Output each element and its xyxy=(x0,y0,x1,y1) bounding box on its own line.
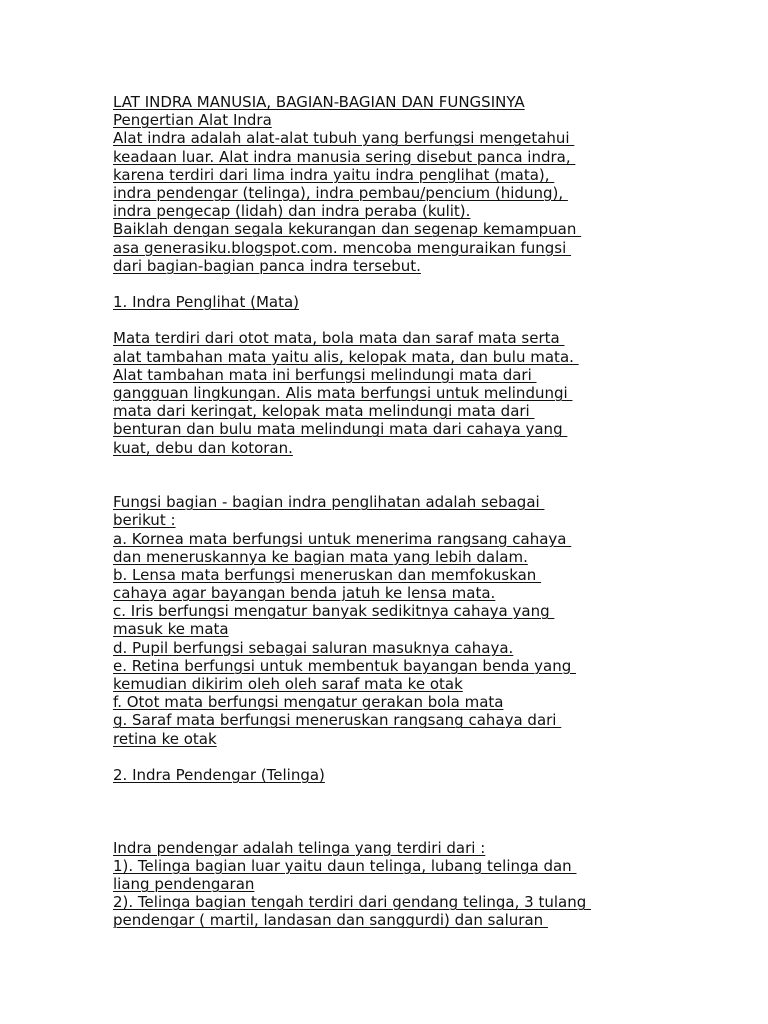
text-line: Mata terdiri dari otot mata, bola mata dan saraf mata serta xyxy=(113,329,565,348)
text-line: alat tambahan mata yaitu alis, kelopak mata, dan bulu mata. xyxy=(113,347,579,366)
mata-paragraph xyxy=(113,329,673,456)
list-item: 2). Telinga bagian tengah terdiri dari gendang telinga, 3 tulang xyxy=(113,893,592,912)
list-item: dan meneruskannya ke bagian mata yang lebih dalam. xyxy=(113,547,528,566)
list-item: pendengar ( martil, landasan dan sanggurdi) dan saluran xyxy=(113,911,548,930)
spacer xyxy=(113,784,673,802)
text-line: keadaan luar. Alat indra manusia sering disebut panca indra, xyxy=(113,147,576,166)
list-item: a. Kornea mata berfungsi untuk menerima rangsang cahaya xyxy=(113,529,572,548)
list-item: masuk ke mata xyxy=(113,620,229,639)
spacer xyxy=(113,275,673,293)
spacer xyxy=(113,821,673,839)
text-line: asa generasiku.blogspot.com. mencoba menguraikan fungsi xyxy=(113,238,572,257)
text-line: gangguan lingkungan. Alis mata berfungsi untuk melindungi xyxy=(113,384,573,402)
text-line: indra pengecap (lidah) dan indra peraba (kulit). xyxy=(113,202,471,221)
list-item: kemudian dikirim oleh oleh saraf mata ke otak xyxy=(113,675,463,693)
list-item: b. Lensa mata berfungsi meneruskan dan memfokuskan xyxy=(113,565,542,584)
text-line: dari bagian-bagian panca indra tersebut. xyxy=(113,256,421,275)
list-item: g. Saraf mata berfungsi meneruskan rangsang cahaya dari xyxy=(113,711,562,730)
intro-paragraph xyxy=(113,129,673,275)
text-line: Indra pendengar adalah telinga yang terdiri dari : xyxy=(113,838,486,857)
mata-functions-list xyxy=(113,493,673,748)
list-item: cahaya agar bayangan benda jatuh ke lensa mata. xyxy=(113,584,496,603)
spacer xyxy=(113,311,673,329)
document-subtitle: Pengertian Alat Indra xyxy=(113,111,272,130)
section-heading-telinga: 2. Indra Pendengar (Telinga) xyxy=(113,765,325,784)
telinga-paragraph xyxy=(113,839,673,930)
list-item: liang pendengaran xyxy=(113,875,255,894)
spacer xyxy=(113,748,673,766)
text-line: Baiklah dengan segala kekurangan dan segenap kemampuan xyxy=(113,220,582,239)
text-line: karena terdiri dari lima indra yaitu indra penglihat (mata), xyxy=(113,165,555,184)
list-item: retina ke otak xyxy=(113,729,217,748)
text-line: Alat indra adalah alat-alat tubuh yang berfungsi mengetahui xyxy=(113,129,575,148)
spacer xyxy=(113,457,673,475)
list-item: e. Retina berfungsi untuk membentuk bayangan benda yang xyxy=(113,656,577,675)
text-line: berikut : xyxy=(113,511,176,530)
list-item: c. Iris berfungsi mengatur banyak sedikitnya cahaya yang xyxy=(113,602,555,621)
text-line: Fungsi bagian - bagian indra penglihatan adalah sebagai xyxy=(113,493,545,512)
text-line: indra pendengar (telinga), indra pembau/pencium (hidung), xyxy=(113,183,568,202)
text-line: benturan dan bulu mata melindungi mata dari cahaya yang xyxy=(113,420,568,439)
spacer xyxy=(113,475,673,493)
text-line: mata dari keringat, kelopak mata melindungi mata dari xyxy=(113,402,535,421)
text-line: kuat, debu dan kotoran. xyxy=(113,438,293,457)
list-item: d. Pupil berfungsi sebagai saluran masuknya cahaya. xyxy=(113,638,514,657)
document-title: LAT INDRA MANUSIA, BAGIAN-BAGIAN DAN FUNGSINYA xyxy=(113,93,525,111)
list-item: 1). Telinga bagian luar yaitu daun telinga, lubang telinga dan xyxy=(113,856,577,875)
text-line: Alat tambahan mata ini berfungsi melindungi mata dari xyxy=(113,365,537,384)
section-heading-mata: 1. Indra Penglihat (Mata) xyxy=(113,293,300,312)
document-page xyxy=(113,93,673,930)
spacer xyxy=(113,802,673,820)
list-item: f. Otot mata berfungsi mengatur gerakan bola mata xyxy=(113,693,504,712)
